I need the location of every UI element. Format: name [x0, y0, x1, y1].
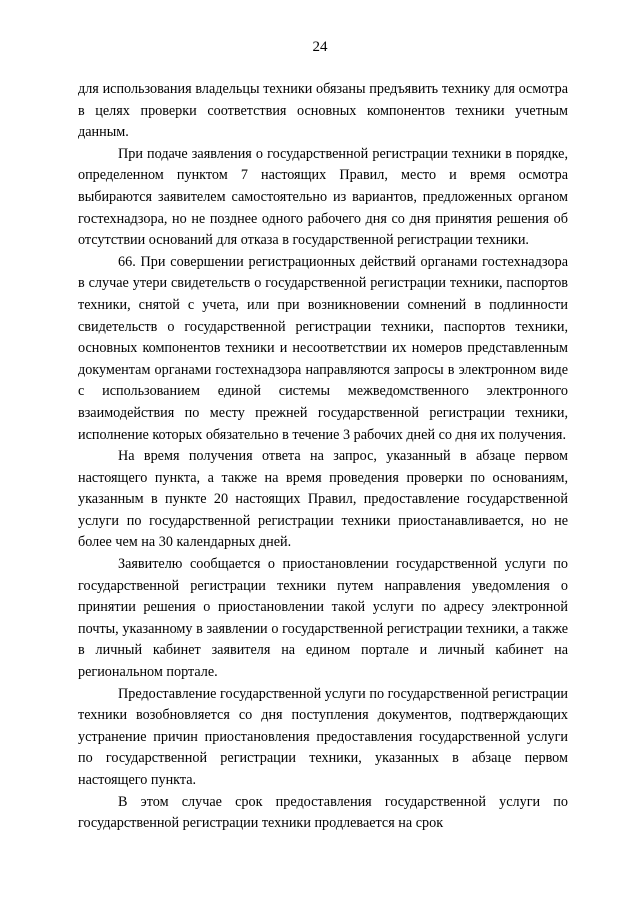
paragraph-continuation: для использования владельцы техники обязаны предъявить технику для осмотра в целях проверки соответствия основных компонентов техники учетным данным.: [78, 81, 568, 141]
paragraph-inspection-place: При подаче заявления о государственной регистрации техники в порядке, определенном пунктом 7 настоящих Правил, место и время осмотра выбираются заявителем самостоятельно из вариантов, предложенных органом гостехнадзора, но не позднее одного рабочего дня со дня принятия решения об отсутствии оснований для отказа в государственной регистрации техники.: [78, 145, 568, 249]
paragraph-resumption: Предоставление государственной услуги по государственной регистрации техники возобновляется со дня поступления документов, подтверждающих устранение причин приостановления предоставления государственной услуги по государственной регистрации техники, указанных в абзаце первом настоящего пункта.: [78, 685, 568, 788]
paragraph-extension: В этом случае срок предоставления государственной услуги по государственной регистрации техники продлевается на срок: [78, 793, 568, 832]
page-number: 24: [312, 39, 328, 55]
paragraph-applicant-notification: Заявителю сообщается о приостановлении государственной услуги по государственной регистрации техники путем направления уведомления о принятии решения о приостановлении такой услуги по адресу электронной почты, указанному в заявлении о государственной регистрации техники, а также в личный кабинет заявителя на едином портале и личный кабинет на региональном портале.: [78, 556, 568, 681]
paragraph-suspension-period: На время получения ответа на запрос, указанный в абзаце первом настоящего пункта, а также на время проведения проверки по основаниям, указанным в пункте 20 настоящих Правил, предоставление государственной услуги по государственной регистрации техники приостанавливается, но не более чем на 30 календарных дней.: [78, 448, 568, 551]
document-body: [78, 79, 568, 835]
paragraph-item-66: 66. При совершении регистрационных действий органами гостехнадзора в случае утери свидетельств о государственной регистрации техники, паспортов техники, снятой с учета, или при возникновении сомнений в подлинности свидетельств о государственной регистрации техники, паспортов техники, основных компонентов техники и несоответствии их номеров представленным документам органами гостехнадзора направляются запросы в электронном виде с использованием единой системы межведомственного электронного взаимодействия по месту прежней государственной регистрации техники, исполнение которых обязательно в течение 3 рабочих дней со дня их получения.: [78, 253, 568, 443]
